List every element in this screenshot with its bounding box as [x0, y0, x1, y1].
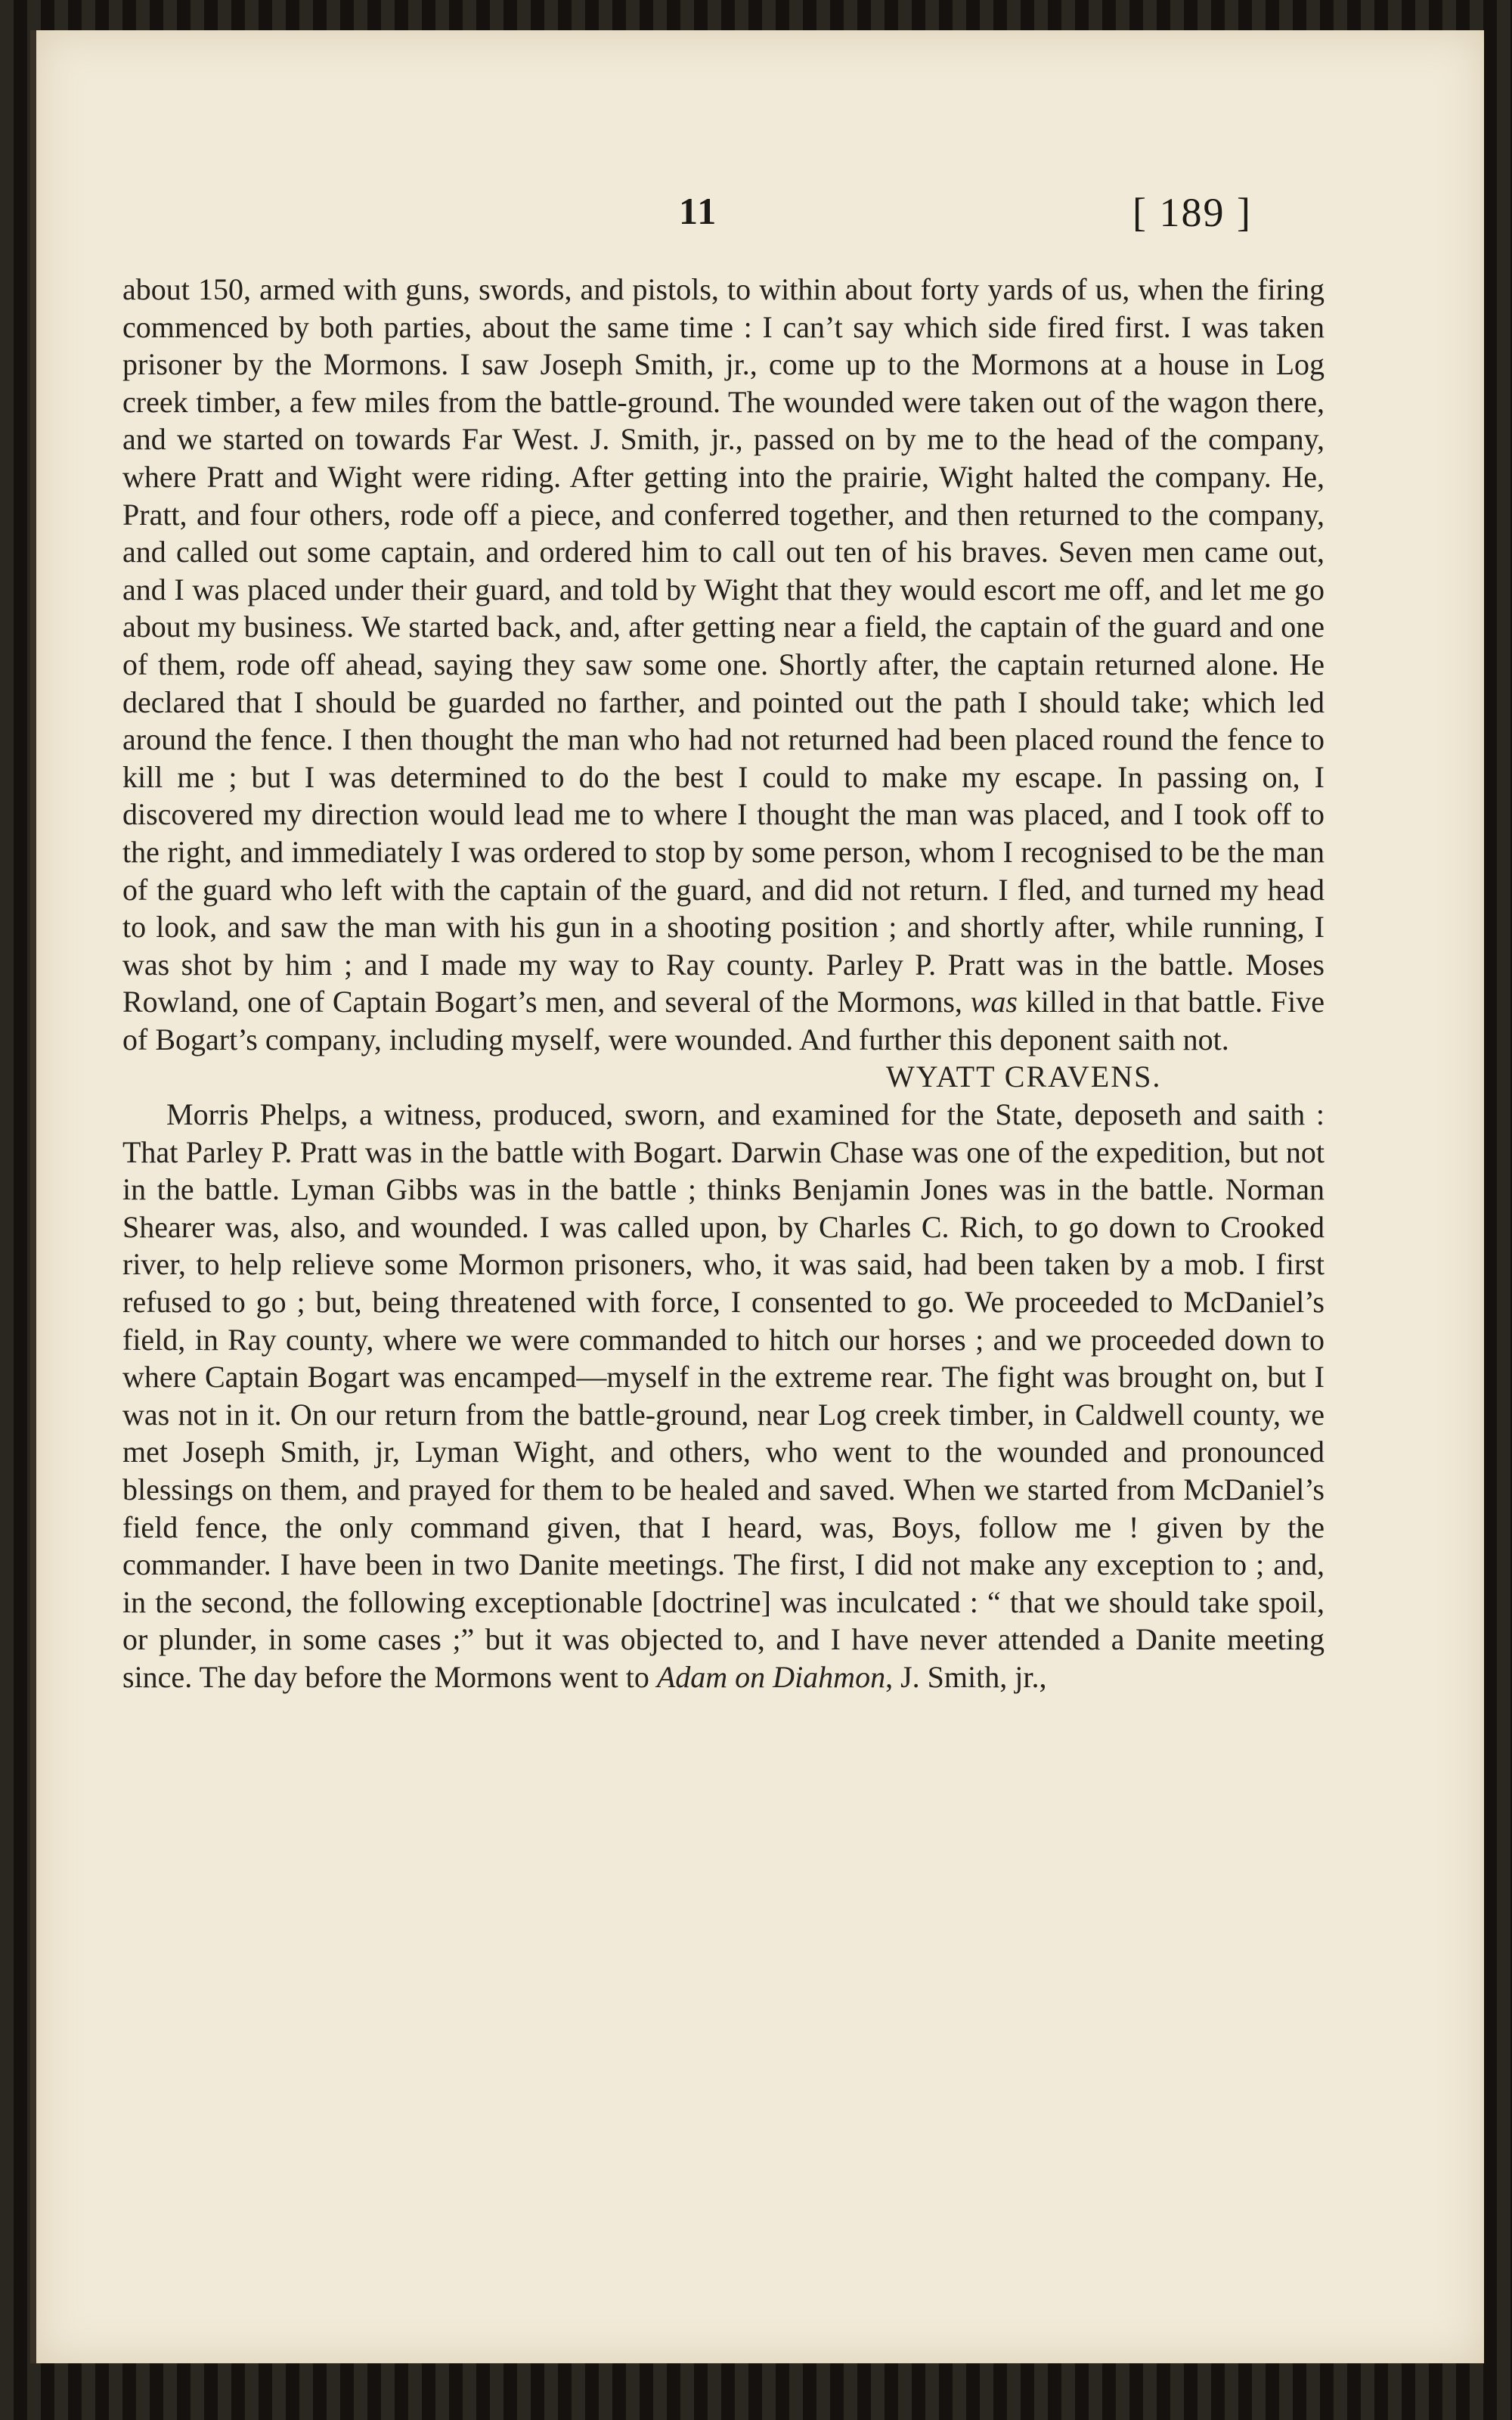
deposition-cravens-paragraph	[122, 271, 1325, 1058]
body-text	[122, 271, 1325, 1696]
signature-wyatt-cravens: WYATT CRAVENS.	[886, 1060, 1162, 1094]
phelps-text: Morris Phelps, a witness, produced, sworn, and examined for the State, deposeth and saith : That Parley P. Pratt was in the battle with Bogart. Darwin Chase was one of the expedition, but not in the battle. Lyman Gibbs was in the battle ; thinks Benjamin Jones was in the battle. Norman Shearer was, also, and wounded. I was called upon, by Charles C. Rich, to go down to Crooked river, to help relieve some Mormon prisoners, who, it was said, had been taken by a mob. I first refused to go ; but, being threatened with force, I consented to go. We proceeded to McDaniel’s field, in Ray county, where we were commanded to hitch our horses ; and we proceeded down to where Captain Bogart was encamped—myself in the extreme rear. The fight was brought on, but I was not in it. On our return from the battle-ground, near Log creek timber, in Caldwell county, we met Joseph Smith, jr, Lyman Wight, and others, who went to the wounded and pronounced blessings on them, and prayed for them to be healed and saved. When we started from McDaniel’s field fence, the only command given, that I heard, was, Boys, follow me ! given by the commander. I have been in two Danite meetings. The first, I did not make any exception to ; and, in the second, the following exceptionable [doctrine] was inculcated : “ that we should take spoil, or plunder, in some cases ;” but it was objected to, and I have never attended a Danite meeting since. The day before the Mormons went to	[122, 1097, 1325, 1694]
document-page	[30, 30, 1484, 2363]
cravens-text: about 150, armed with guns, swords, and pistols, to within about forty yards of us, when the firing commenced by both parties, about the same time : I can’t say which side fired first. I was taken prisoner by the Mormons. I saw Joseph Smith, jr., come up to the Mormons at a house in Log creek timber, a few miles from the battle-ground. The wounded were taken out of the wagon there, and we started on towards Far West. J. Smith, jr., passed on by me to the head of the company, where Pratt and Wight were riding. After getting into the prairie, Wight halted the company. He, Pratt, and four others, rode off a piece, and conferred together, and then returned to the company, and called out some captain, and ordered him to call out ten of his braves. Seven men came out, and I was placed under their guard, and told by Wight that they would escort me off, and let me go about my business. We started back, and, after getting near a field, the captain of the guard and one of them, rode off ahead, saying they saw some one. Shortly after, the captain returned alone. He declared that I should be guarded no farther, and pointed out the path I should take; which led around the fence. I then thought the man who had not returned had been placed round the fence to kill me ; but I was determined to do the best I could to make my escape. In passing on, I discovered my direction would lead me to where I thought the man was placed, and I took off to the right, and immediately I was ordered to stop by some person, whom I recognised to be the man of the guard who left with the captain of the guard, and did not return. I fled, and turned my head to look, and saw the man with his gun in a shooting position ; and shortly after, while running, I was shot by him ; and I made my way to Ray county. Parley P. Pratt was in the battle. Moses Rowland, one of Captain Bogart’s men, and several of the Mormons,	[122, 272, 1325, 1019]
document-number: [ 189 ]	[1132, 190, 1252, 235]
deposition-phelps-paragraph	[122, 1096, 1325, 1696]
cravens-italic-word: was	[970, 985, 1018, 1019]
phelps-italic-place: Adam on Diahmon	[656, 1659, 886, 1694]
page-header	[36, 189, 1484, 250]
page-number: 11	[679, 190, 718, 232]
cravens-text-end: killed in that battle. Five of Bogart’s company, including myself, were wounded. And further this deponent saith not.	[122, 985, 1325, 1056]
phelps-text-end: , J. Smith, jr.,	[885, 1659, 1047, 1694]
